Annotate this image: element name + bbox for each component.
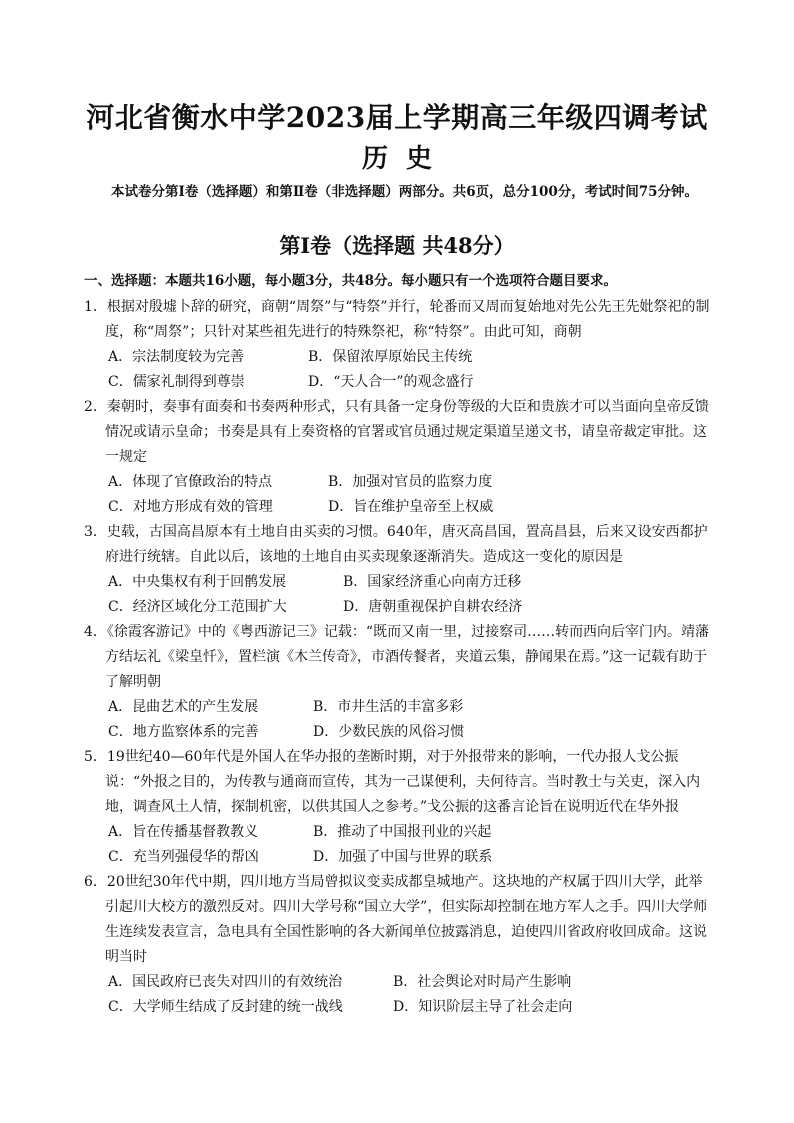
question-stem: 4．《徐霞客游记》中的《粤西游记三》记载：“既而又南一里，过接察司……转而西向后宰门内。靖藩方结坛礼《梁皇忏》，置栏演《木兰传奇》，市酒传餐者，夹道云集，静闻果在焉。”这一记载有助于了解明朝 bbox=[84, 624, 710, 690]
option-d: D．少数民族的风俗习惯 bbox=[313, 724, 465, 740]
option-c: C．对地方形成有效的管理 bbox=[108, 499, 273, 515]
section-instructions: 一、选择题：本题共16小题，每小题3分，共48分。每小题只有一个选项符合题目要求。 bbox=[84, 273, 617, 289]
options-row bbox=[84, 820, 716, 845]
question-4 bbox=[84, 620, 716, 745]
section-title: 第Ⅰ卷（选择题 共48分） bbox=[279, 233, 515, 258]
option-d: D．加强了中国与世界的联系 bbox=[313, 849, 493, 865]
options-row bbox=[84, 345, 716, 370]
option-c: C．大学师生结成了反封建的统一战线 bbox=[108, 999, 343, 1015]
option-c: C．经济区域化分工范围扩大 bbox=[108, 599, 287, 615]
question-1 bbox=[84, 295, 716, 395]
options-row bbox=[84, 495, 716, 520]
option-c: C．充当列强侵华的帮凶 bbox=[108, 849, 259, 865]
options-row bbox=[84, 470, 716, 495]
option-b: B．市井生活的丰富多彩 bbox=[313, 699, 464, 715]
question-list bbox=[84, 295, 716, 1020]
option-b: B．国家经济重心向南方迁移 bbox=[343, 574, 522, 590]
exam-instructions: 本试卷分第Ⅰ卷（选择题）和第Ⅱ卷（非选择题）两部分。共6页，总分100分，考试时间75分钟。 bbox=[111, 184, 699, 200]
option-a: A．国民政府已丧失对四川的有效统治 bbox=[108, 974, 343, 990]
options-row bbox=[84, 995, 716, 1020]
option-b: B．保留浓厚原始民主传统 bbox=[308, 349, 473, 365]
option-b: B．加强对官员的监察力度 bbox=[328, 474, 493, 490]
exam-subject: 历史 bbox=[361, 144, 450, 174]
question-stem: 2．秦朝时，奏事有面奏和书奏两种形式，只有具备一定身份等级的大臣和贵族才可以当面向皇帝反馈情况或请示皇命；书奏是具有上奏资格的官署或官员通过规定渠道呈递文书，请皇帝裁定审批。这一规定 bbox=[84, 399, 709, 465]
question-stem: 1．根据对殷墟卜辞的研究，商朝“周祭”与“特祭”并行，轮番而又周而复始地对先公先王先妣祭祀的制度，称“周祭”；只针对某些祖先进行的特殊祭祀，称“特祭”。由此可知，商朝 bbox=[84, 299, 710, 340]
exam-title: 河北省衡水中学2023届上学期高三年级四调考试 bbox=[86, 101, 708, 134]
option-a: A．昆曲艺术的产生发展 bbox=[108, 699, 259, 715]
question-2 bbox=[84, 395, 716, 520]
options-row bbox=[84, 720, 716, 745]
options-row bbox=[84, 570, 716, 595]
option-d: D．知识阶层主导了社会走向 bbox=[393, 999, 573, 1015]
options-row bbox=[84, 695, 716, 720]
option-a: A．中央集权有利于回鹘发展 bbox=[108, 574, 287, 590]
option-c: C．儒家礼制得到尊崇 bbox=[108, 374, 245, 390]
options-row bbox=[84, 595, 716, 620]
question-stem: 6．20世纪30年代中期，四川地方当局曾拟议变卖成都皇城地产。这块地的产权属于四川大学，此举引起川大校方的激烈反对。四川大学号称“国立大学”，但实际却控制在地方军人之手。四川大学师生连续发表宣言，急电具有全国性影响的各大新闻单位披露消息，迫使四川省政府收回成命。这说明当时 bbox=[84, 874, 708, 965]
options-row bbox=[84, 970, 716, 995]
option-a: A．旨在传播基督教教义 bbox=[108, 824, 259, 840]
option-a: A．体现了官僚政治的特点 bbox=[108, 474, 273, 490]
option-c: C．地方监察体系的完善 bbox=[108, 724, 259, 740]
options-row bbox=[84, 370, 716, 395]
option-d: D．唐朝重视保护自耕农经济 bbox=[343, 599, 523, 615]
question-5 bbox=[84, 745, 716, 870]
option-d: D．旨在维护皇帝至上权威 bbox=[328, 499, 494, 515]
question-6 bbox=[84, 870, 716, 1020]
option-a: A．宗法制度较为完善 bbox=[108, 349, 245, 365]
question-stem: 5．19世纪40—60年代是外国人在华办报的垄断时期，对于外报带来的影响，一代办报人戈公振说：“外报之目的，为传教与通商而宣传，其为一己谋便利，夫何待言。当时教士与关吏，深入内地，调查风土人情，探制机密，以供其国人之参考。”戈公振的这番言论旨在说明近代在华外报 bbox=[84, 749, 701, 815]
question-3 bbox=[84, 520, 716, 620]
option-b: B．社会舆论对时局产生影响 bbox=[393, 974, 572, 990]
option-d: D．“天人合一”的观念盛行 bbox=[308, 374, 474, 390]
option-b: B．推动了中国报刊业的兴起 bbox=[313, 824, 492, 840]
options-row bbox=[84, 845, 716, 870]
question-stem: 3．史载，古国高昌原本有土地自由买卖的习惯。640年，唐灭高昌国，置高昌县，后来又设安西都护府进行统辖。自此以后，该地的土地自由买卖现象逐渐消失。造成这一变化的原因是 bbox=[84, 524, 708, 565]
